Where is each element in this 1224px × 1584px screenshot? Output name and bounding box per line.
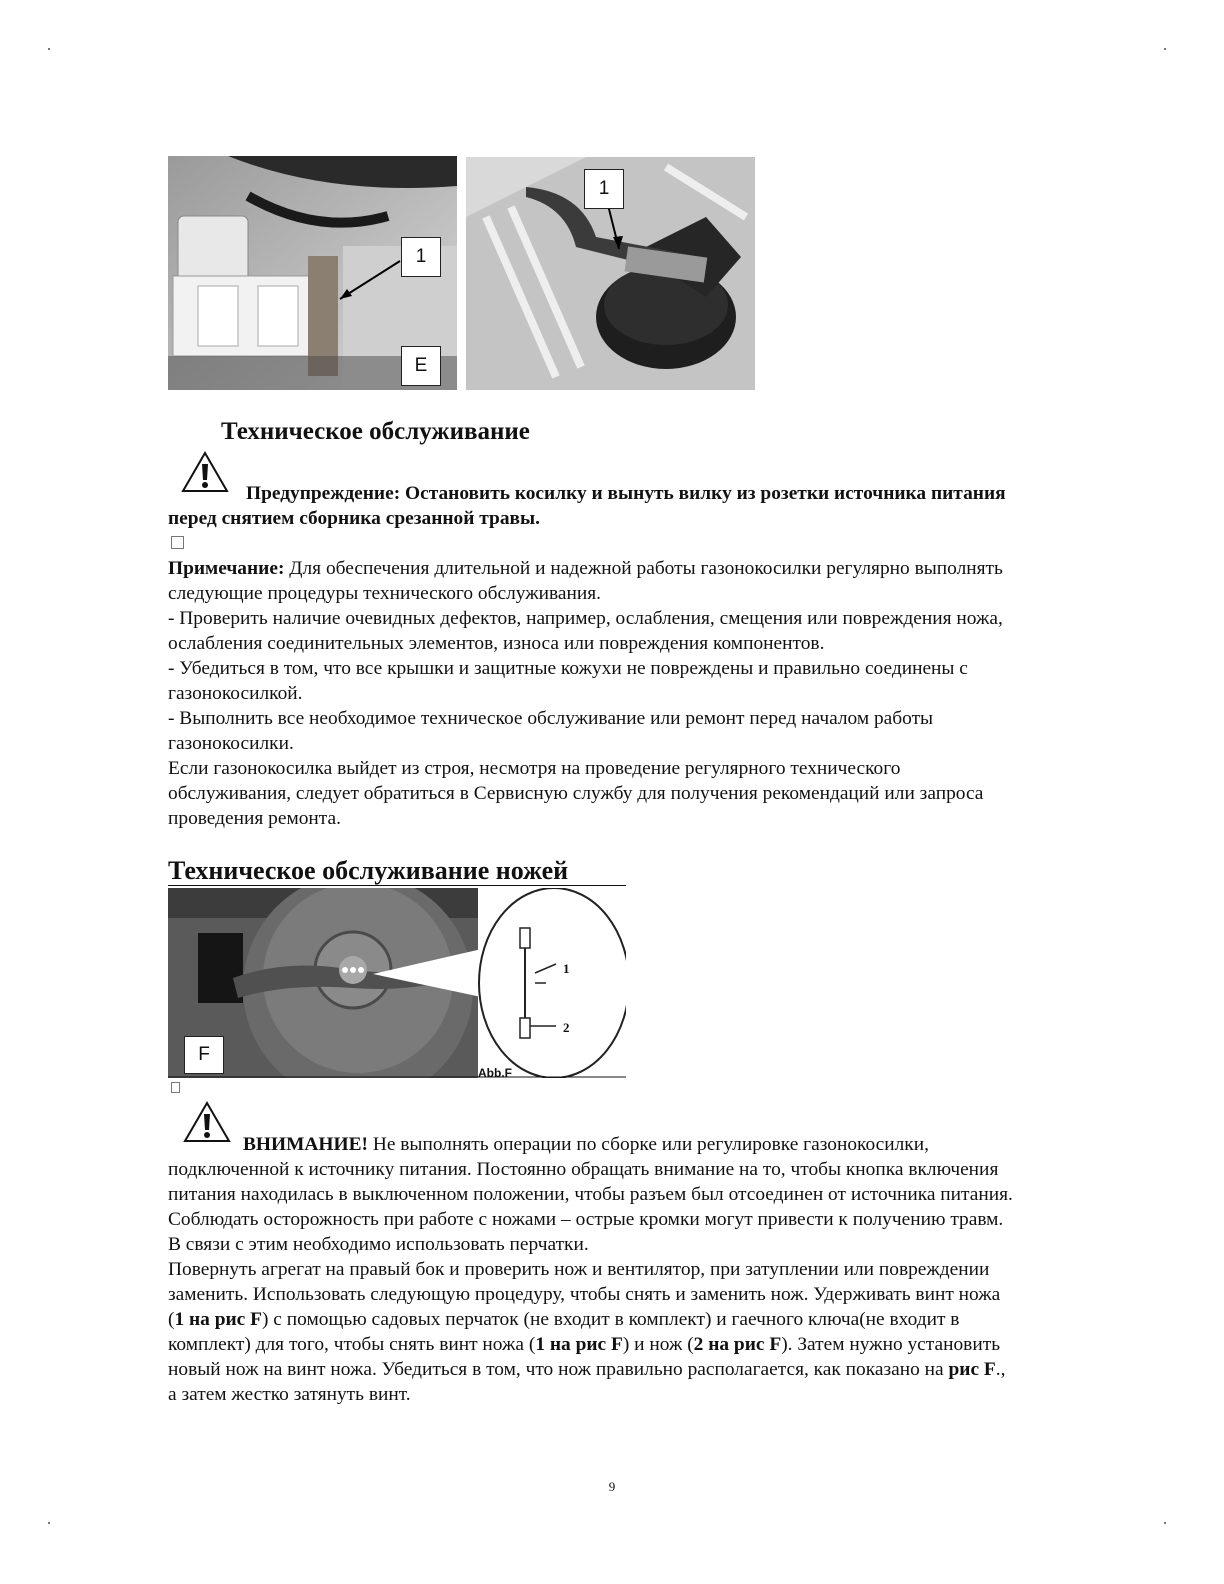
- figure-f-callout-1: 1: [563, 961, 570, 976]
- body-line: Для обеспечения длительной и надежной работы газонокосилки регулярно выполнять: [284, 558, 1003, 579]
- body-line: Повернуть агрегат на правый бок и проверить нож и вентилятор, при затуплении или повреждении: [168, 1259, 990, 1280]
- warning-text-line1: Предупреждение: Остановить косилку и вынуть вилку из розетки источника питания: [246, 483, 1006, 504]
- body-line: подключенной к источнику питания. Постоянно обращать внимание на то, чтобы кнопка включения: [168, 1159, 999, 1180]
- figure-reference: 1 на рис F: [535, 1334, 623, 1355]
- body-line: - Убедиться в том, что все крышки и защитные кожухи не повреждены и правильно соединены с: [168, 658, 968, 679]
- body-line: газонокосилки.: [168, 733, 294, 754]
- maintenance-body: [168, 556, 1168, 831]
- figure-f-image: [168, 888, 626, 1078]
- corner-mark: [48, 48, 50, 50]
- body-segment: ) и нож (: [622, 1334, 694, 1355]
- figure-f-caption: Abb.F: [478, 1066, 512, 1080]
- corner-mark: [1164, 48, 1166, 50]
- body-line: ослабления соединительных элементов, износа или повреждения компонентов.: [168, 633, 825, 654]
- section-title-maintenance: Техническое обслуживание: [221, 418, 530, 445]
- note-label: Примечание:: [168, 558, 285, 579]
- body-line: проведения ремонта.: [168, 808, 341, 829]
- page-number: 9: [608, 1479, 616, 1494]
- body-line: Если газонокосилка выйдет из строя, несмотря на проведение регулярного технического: [168, 758, 901, 779]
- body-line: а затем жестко затянуть винт.: [168, 1384, 411, 1405]
- heading-rule: [168, 885, 626, 886]
- figure-reference: 2 на рис F: [693, 1334, 782, 1355]
- warning-text-line2: перед снятием сборника срезанной травы.: [168, 508, 540, 529]
- corner-mark: [1164, 1522, 1166, 1524]
- figure-f-label: F: [184, 1036, 224, 1074]
- figure-reference: 1 на рис F: [174, 1309, 262, 1330]
- figure-reference: рис F: [948, 1359, 996, 1380]
- attention-label: ВНИМАНИЕ!: [243, 1134, 368, 1155]
- body-line: [168, 1357, 1168, 1382]
- body-segment: новый нож на винт ножа. Убедиться в том, что нож правильно располагается, как показано на: [168, 1359, 949, 1380]
- body-line: Соблюдать осторожность при работе с ножами – острые кромки могут привести к получению травм.: [168, 1209, 1004, 1230]
- figure-e-corner-label: E: [401, 346, 441, 386]
- body-line: газонокосилкой.: [168, 683, 303, 704]
- warning-triangle-icon: [182, 1100, 232, 1144]
- figure-e-right-callout-1: 1: [584, 169, 624, 209]
- body-line: обслуживания, следует обратиться в Сервисную службу для получения рекомендаций или запроса: [168, 783, 984, 804]
- section-title-blades: Техническое обслуживание ножей: [168, 856, 569, 885]
- body-line: питания находилась в выключенном положении, чтобы разъем был отсоединен от источника питания.: [168, 1184, 1013, 1205]
- body-line: В связи с этим необходимо использовать перчатки.: [168, 1234, 589, 1255]
- body-line: следующие процедуры технического обслуживания.: [168, 583, 602, 604]
- blades-body: [168, 1157, 1168, 1407]
- warning-triangle-icon: [180, 450, 230, 494]
- body-line: - Проверить наличие очевидных дефектов, например, ослабления, смещения или повреждения ножа,: [168, 608, 1003, 629]
- body-line: [168, 1332, 1168, 1357]
- body-line: - Выполнить все необходимое техническое обслуживание или ремонт перед началом работы: [168, 708, 934, 729]
- body-segment: .,: [995, 1359, 1006, 1380]
- attention-line: [243, 1132, 929, 1157]
- body-line: (1 на рис F) с помощью садовых перчаток (не входит в комплект) и гаечного ключа(не входит в: [168, 1309, 960, 1330]
- figure-e-callout-1: 1: [401, 237, 441, 277]
- body-segment: ). Затем нужно установить: [781, 1334, 1001, 1355]
- body-segment: с помощью садовых перчаток (не входит в комплект) и гаечного ключа(не входит в: [268, 1309, 960, 1330]
- body-line: заменить. Использовать следующую процедуру, чтобы снять и заменить нож. Удерживать винт ножа: [168, 1284, 1001, 1305]
- figure-f-callout-2: 2: [563, 1020, 570, 1035]
- body-segment: комплект) для того, чтобы снять винт ножа (: [168, 1334, 536, 1355]
- attention-rest: Не выполнять операции по сборке или регулировке газонокосилки,: [367, 1134, 929, 1155]
- missing-glyph-box: [171, 536, 184, 549]
- missing-glyph-box: [171, 1082, 180, 1093]
- corner-mark: [48, 1522, 50, 1524]
